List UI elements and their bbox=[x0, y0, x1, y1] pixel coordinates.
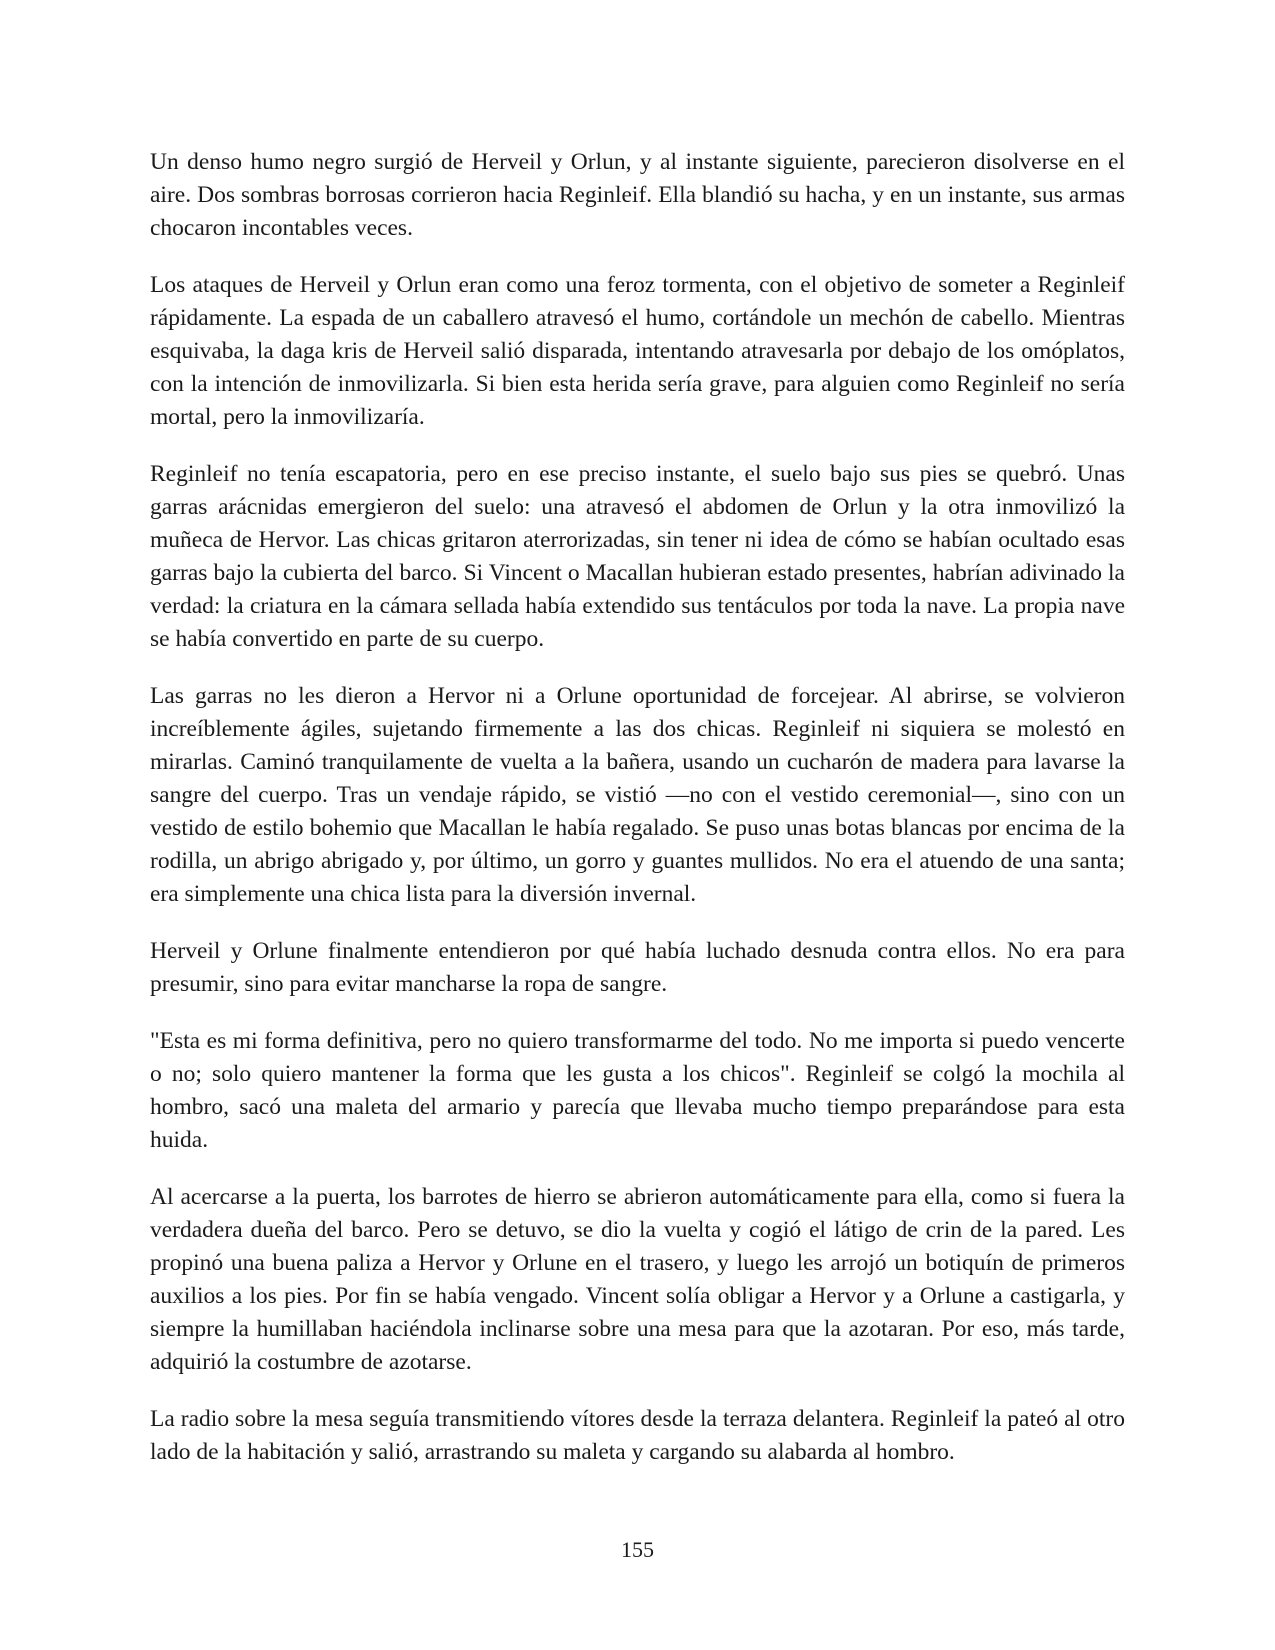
page-number: 155 bbox=[621, 1537, 654, 1562]
paragraph: La radio sobre la mesa seguía transmitiendo vítores desde la terraza delantera. Reginleif la pateó al otro lado de la habitación y salió, arrastrando su maleta y cargando su alabarda al hombro. bbox=[150, 1406, 1125, 1465]
body-text bbox=[150, 146, 1125, 1493]
paragraph: Las garras no les dieron a Hervor ni a Orlune oportunidad de forcejear. Al abrirse, se volvieron increíblemente ágiles, sujetando firmemente a las dos chicas. Reginleif ni siquiera se molestó en mirarlas. Caminó tranquilamente de vuelta a la bañera, usando un cucharón de madera para lavarse la sangre del cuerpo. Tras un vendaje rápido, se vistió —no con el vestido ceremonial—, sino con un vestido de estilo bohemio que Macallan le había regalado. Se puso unas botas blancas por encima de la rodilla, un abrigo abrigado y, por último, un gorro y guantes mullidos. No era el atuendo de una santa; era simplemente una chica lista para la diversión invernal. bbox=[150, 683, 1125, 907]
paragraph: Los ataques de Herveil y Orlun eran como una feroz tormenta, con el objetivo de someter a Reginleif rápidamente. La espada de un caballero atravesó el humo, cortándole un mechón de cabello. Mientras esquivaba, la daga kris de Herveil salió disparada, intentando atravesarla por debajo de los omóplatos, con la intención de inmovilizarla. Si bien esta herida sería grave, para alguien como Reginleif no sería mortal, pero la inmovilizaría. bbox=[150, 272, 1125, 430]
paragraph: Herveil y Orlune finalmente entendieron por qué había luchado desnuda contra ellos. No era para presumir, sino para evitar mancharse la ropa de sangre. bbox=[150, 938, 1125, 997]
paragraph: Al acercarse a la puerta, los barrotes de hierro se abrieron automáticamente para ella, como si fuera la verdadera dueña del barco. Pero se detuvo, se dio la vuelta y cogió el látigo de crin de la pared. Les propinó una buena paliza a Hervor y Orlune en el trasero, y luego les arrojó un botiquín de primeros auxilios a los pies. Por fin se había vengado. Vincent solía obligar a Hervor y a Orlune a castigarla, y siempre la humillaban haciéndola inclinarse sobre una mesa para que la azotaran. Por eso, más tarde, adquirió la costumbre de azotarse. bbox=[150, 1184, 1125, 1375]
paragraph: "Esta es mi forma definitiva, pero no quiero transformarme del todo. No me importa si puedo vencerte o no; solo quiero mantener la forma que les gusta a los chicos". Reginleif se colgó la mochila al hombro, sacó una maleta del armario y parecía que llevaba mucho tiempo preparándose para esta huida. bbox=[150, 1028, 1125, 1153]
paragraph: Reginleif no tenía escapatoria, pero en ese preciso instante, el suelo bajo sus pies se quebró. Unas garras arácnidas emergieron del suelo: una atravesó el abdomen de Orlun y la otra inmovilizó la muñeca de Hervor. Las chicas gritaron aterrorizadas, sin tener ni idea de cómo se habían ocultado esas garras bajo la cubierta del barco. Si Vincent o Macallan hubieran estado presentes, habrían adivinado la verdad: la criatura en la cámara sellada había extendido sus tentáculos por toda la nave. La propia nave se había convertido en parte de su cuerpo. bbox=[150, 461, 1125, 652]
paragraph: Un denso humo negro surgió de Herveil y Orlun, y al instante siguiente, parecieron disolverse en el aire. Dos sombras borrosas corrieron hacia Reginleif. Ella blandió su hacha, y en un instante, sus armas chocaron incontables veces. bbox=[150, 149, 1125, 241]
